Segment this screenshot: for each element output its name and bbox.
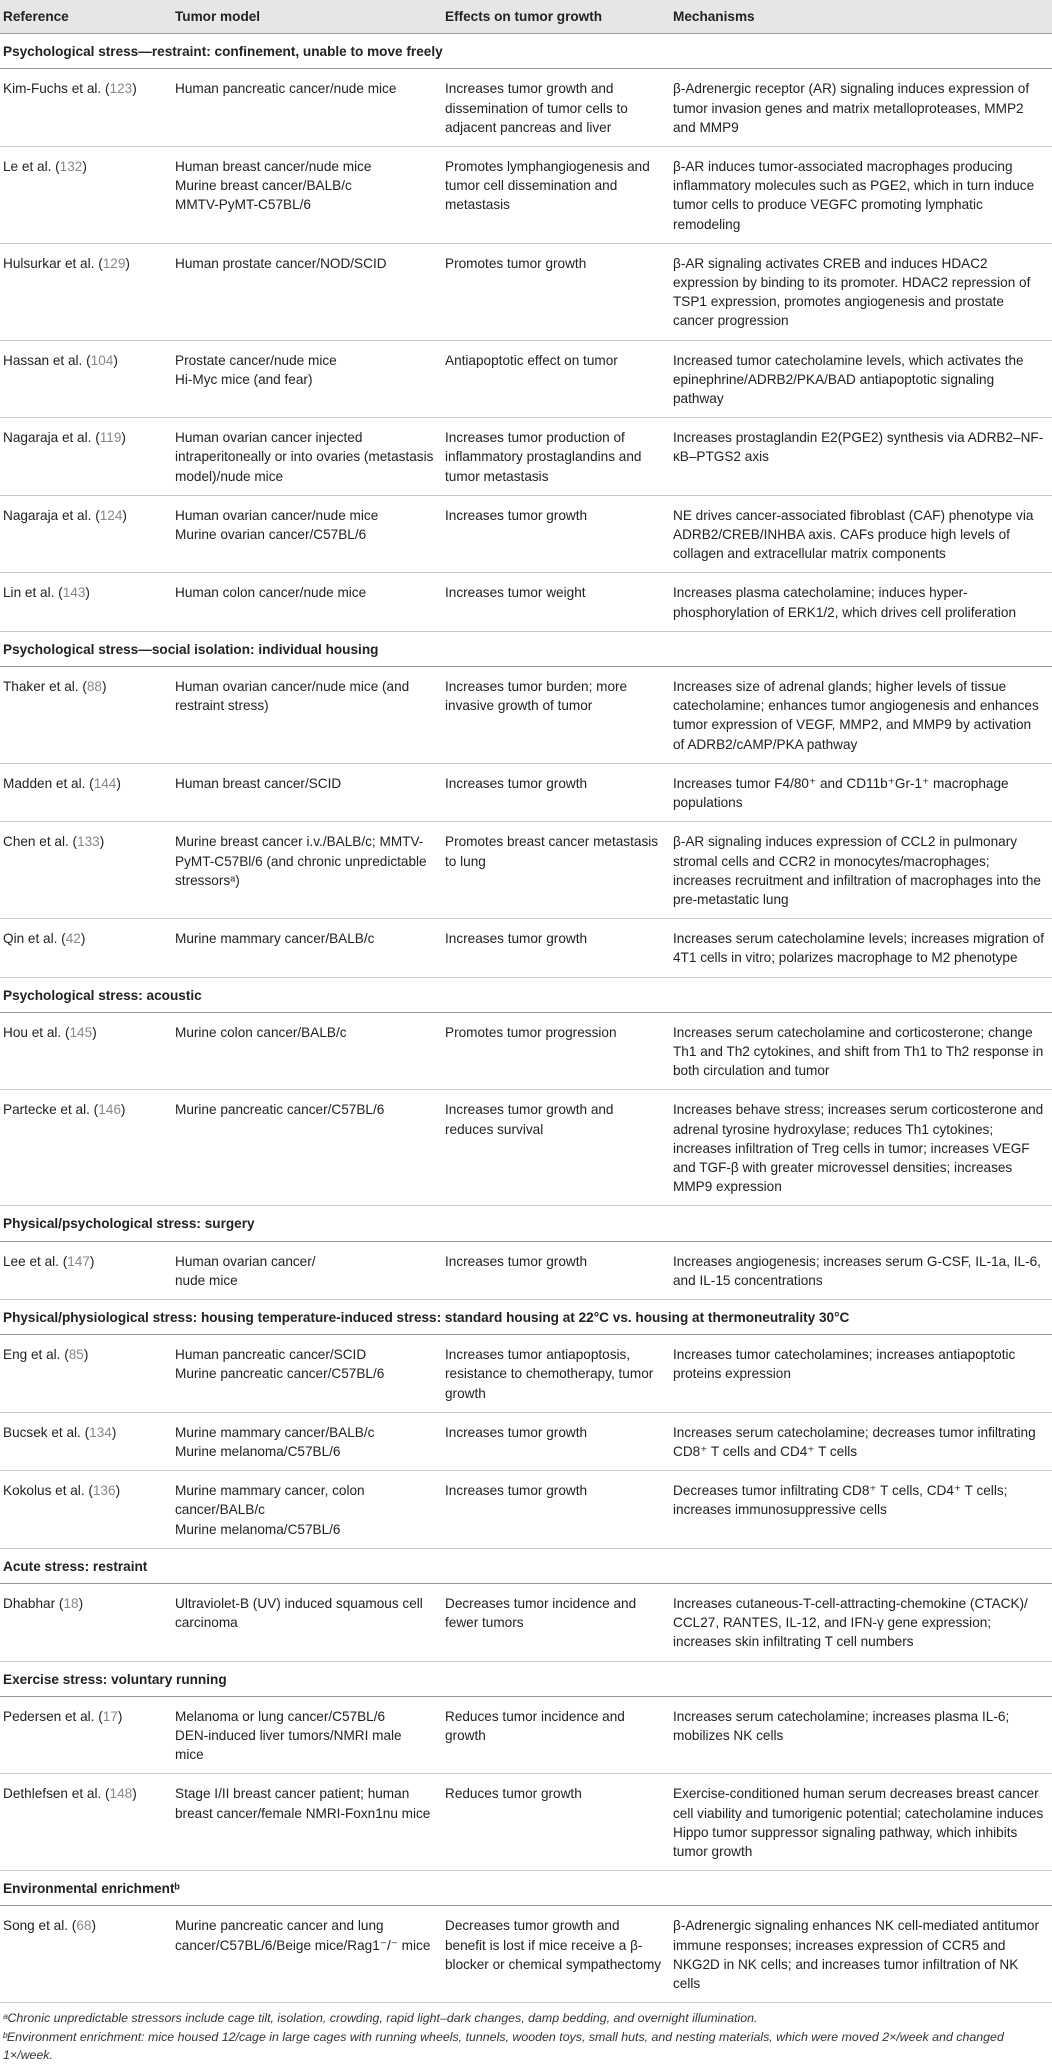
mechanism-cell: Increases size of adrenal glands; higher levels of tissue catecholamine; enhances tumor angiogenesis and enhances tumor expression of VEGF, MMP2, and MMP9 by activation of ADRB2/cAMP/PKA pathway: [670, 667, 1052, 764]
reference-cell: [0, 1906, 172, 2003]
reference-author: Le et al. (: [3, 159, 60, 175]
reference-cell: [0, 1696, 172, 1774]
reference-author: Kim-Fuchs et al. (: [3, 81, 110, 97]
mechanism-cell: β-Adrenergic signaling enhances NK cell-mediated antitumor immune responses; increases expression of CCR5 and NKG2D in NK cells; and increases tumor infiltration of NK cells: [670, 1906, 1052, 2003]
table-row: [0, 340, 1052, 418]
reference-close: ): [120, 1102, 126, 1118]
section-title: Psychological stress—restraint: confinement, unable to move freely: [0, 34, 1052, 69]
reference-close: ): [82, 159, 87, 175]
reference-close: ): [80, 931, 86, 947]
reference-close: ): [89, 1253, 95, 1269]
header-effects: Effects on tumor growth: [442, 0, 670, 34]
mechanism-cell: Increases serum catecholamine and corticosterone; change Th1 and Th2 cytokines, and shift from Th1 to Th2 response in both circulation and tumor: [670, 1012, 1052, 1090]
table-row: [0, 1335, 1052, 1413]
tumor-model-cell: Human breast cancer/nude mice Murine breast cancer/BALB/c MMTV-PyMT-C57BL/6: [172, 147, 442, 244]
tumor-model-cell: Murine mammary cancer/BALB/c: [172, 919, 442, 977]
mechanism-cell: Increases serum catecholamine; increases plasma IL-6; mobilizes NK cells: [670, 1696, 1052, 1774]
citation-number-link[interactable]: 133: [77, 834, 100, 850]
reference-author: Chen et al. (: [3, 834, 78, 850]
reference-close: ): [85, 585, 90, 601]
reference-cell: [0, 1774, 172, 1871]
table-row: [0, 919, 1052, 977]
reference-cell: [0, 763, 172, 821]
effect-cell: Promotes breast cancer metastasis to lung: [442, 822, 670, 919]
reference-author: Nagaraja et al. (: [3, 507, 100, 523]
citation-number-link[interactable]: 85: [68, 1347, 84, 1363]
reference-author: Madden et al. (: [3, 775, 94, 791]
citation-number-link[interactable]: 144: [93, 775, 117, 791]
tumor-model-cell: Ultraviolet-B (UV) induced squamous cell carcinoma: [172, 1583, 442, 1661]
section-title: Psychological stress: acoustic: [0, 977, 1052, 1012]
section-row: [0, 1206, 1052, 1241]
effect-cell: Reduces tumor incidence and growth: [442, 1696, 670, 1774]
section-title: Acute stress: restraint: [0, 1548, 1052, 1583]
reference-close: ): [115, 1483, 121, 1499]
effect-cell: Antiapoptotic effect on tumor: [442, 340, 670, 418]
mechanism-cell: Increases behave stress; increases serum corticosterone and adrenal tyrosine hydroxylase; reduces Th1 cytokines; increases infiltration of Treg cells in tumor; increases VEGF and TGF-β with greater microvessel densities; increases MMP9 expression: [670, 1090, 1052, 1206]
reference-author: Partecke et al. (: [3, 1102, 99, 1118]
table-row: [0, 1583, 1052, 1661]
section-title: Physical/physiological stress: housing temperature-induced stress: standard housing at 22°C vs. housing at thermoneutrality 30°C: [0, 1299, 1052, 1334]
table-row: [0, 495, 1052, 573]
footnote-a: ᵃChronic unpredictable stressors include cage tilt, isolation, crowding, rapid light–dark changes, damp bedding, and overnight illumination.: [3, 2011, 758, 2026]
citation-number-link[interactable]: 18: [63, 1595, 79, 1611]
mechanism-cell: Increases angiogenesis; increases serum G-CSF, IL-1a, IL-6, and IL-15 concentrations: [670, 1241, 1052, 1299]
table-row: [0, 1774, 1052, 1871]
reference-cell: [0, 69, 172, 147]
mechanism-cell: Increases tumor catecholamines; increases antiapoptotic proteins expression: [670, 1335, 1052, 1413]
reference-cell: [0, 147, 172, 244]
mechanism-cell: Increases cutaneous-T-cell-attracting-chemokine (CTACK)/ CCL27, RANTES, IL-12, and IFN-γ gene expression; increases skin infiltrating T cell numbers: [670, 1583, 1052, 1661]
effect-cell: Promotes tumor progression: [442, 1012, 670, 1090]
section-row: [0, 1871, 1052, 1906]
tumor-model-cell: Prostate cancer/nude mice Hi-Myc mice (and fear): [172, 340, 442, 418]
table-row: [0, 243, 1052, 340]
reference-author: Dethlefsen et al. (: [3, 1786, 110, 1802]
tumor-model-cell: Stage I/II breast cancer patient; human breast cancer/female NMRI-Foxn1nu mice: [172, 1774, 442, 1871]
reference-close: ): [99, 834, 105, 850]
header-tumor-model: Tumor model: [172, 0, 442, 34]
effect-cell: Increases tumor growth: [442, 495, 670, 573]
reference-close: ): [113, 352, 118, 368]
effect-cell: Increases tumor growth and reduces survival: [442, 1090, 670, 1206]
effect-cell: Increases tumor growth and dissemination of tumor cells to adjacent pancreas and liver: [442, 69, 670, 147]
reference-cell: [0, 243, 172, 340]
reference-cell: [0, 1335, 172, 1413]
mechanism-cell: Increases serum catecholamine; decreases tumor infiltrating CD8⁺ T cells and CD4⁺ T cells: [670, 1412, 1052, 1470]
section-row: [0, 1661, 1052, 1696]
tumor-model-cell: Human pancreatic cancer/SCID Murine pancreatic cancer/C57BL/6: [172, 1335, 442, 1413]
citation-number-link[interactable]: 104: [90, 352, 114, 368]
citation-number-link[interactable]: 119: [99, 430, 122, 446]
reference-author: Lee et al. (: [3, 1253, 68, 1269]
effect-cell: Reduces tumor growth: [442, 1774, 670, 1871]
tumor-model-cell: Human ovarian cancer/nude mice (and restraint stress): [172, 667, 442, 764]
table-row: [0, 1471, 1052, 1549]
section-row: [0, 1299, 1052, 1334]
reference-close: ): [92, 1024, 97, 1040]
reference-cell: [0, 1090, 172, 1206]
mechanism-cell: Increases tumor F4/80⁺ and CD11b⁺Gr-1⁺ macrophage populations: [670, 763, 1052, 821]
mechanism-cell: NE drives cancer-associated fibroblast (CAF) phenotype via ADRB2/CREB/INHBA axis. CAFs produce high levels of collagen and extracellular matrix components: [670, 495, 1052, 573]
footnotes: [0, 2003, 1052, 2064]
section-row: [0, 1548, 1052, 1583]
reference-close: ): [132, 1786, 137, 1802]
effect-cell: Increases tumor growth: [442, 1241, 670, 1299]
reference-cell: [0, 1412, 172, 1470]
reference-author: Nagaraja et al. (: [3, 430, 100, 446]
effect-cell: Increases tumor growth: [442, 763, 670, 821]
section-row: [0, 34, 1052, 69]
reference-cell: [0, 340, 172, 418]
table-row: [0, 69, 1052, 147]
reference-cell: [0, 1012, 172, 1090]
reference-author: Thaker et al. (: [3, 679, 87, 695]
mechanism-cell: Increases prostaglandin E2(PGE2) synthesis via ADRB2–NF-κB–PTGS2 axis: [670, 418, 1052, 496]
reference-cell: [0, 418, 172, 496]
tumor-model-cell: Murine mammary cancer/BALB/c Murine melanoma/C57BL/6: [172, 1412, 442, 1470]
reference-cell: [0, 822, 172, 919]
tumor-model-cell: Murine breast cancer i.v./BALB/c; MMTV-PyMT-C57Bl/6 (and chronic unpredictable stressorsᵃ): [172, 822, 442, 919]
reference-author: Dhabhar (: [3, 1595, 64, 1611]
effect-cell: Increases tumor antiapoptosis, resistance to chemotherapy, tumor growth: [442, 1335, 670, 1413]
citation-number-link[interactable]: 145: [69, 1024, 93, 1040]
tumor-model-cell: Murine mammary cancer, colon cancer/BALB/c Murine melanoma/C57BL/6: [172, 1471, 442, 1549]
tumor-model-cell: Human ovarian cancer/ nude mice: [172, 1241, 442, 1299]
effect-cell: Promotes lymphangiogenesis and tumor cell dissemination and metastasis: [442, 147, 670, 244]
mechanism-cell: Increased tumor catecholamine levels, which activates the epinephrine/ADRB2/PKA/BAD antiapoptotic signaling pathway: [670, 340, 1052, 418]
effect-cell: Increases tumor weight: [442, 573, 670, 631]
reference-close: ): [122, 507, 127, 523]
mechanism-cell: Increases serum catecholamine levels; increases migration of 4T1 cells in vitro; polarizes macrophage to M2 phenotype: [670, 919, 1052, 977]
reference-cell: [0, 495, 172, 573]
reference-author: Pedersen et al. (: [3, 1708, 103, 1724]
section-title: Physical/psychological stress: surgery: [0, 1206, 1052, 1241]
effect-cell: Increases tumor growth: [442, 1471, 670, 1549]
reference-author: Song et al. (: [3, 1918, 77, 1934]
effect-cell: Increases tumor growth: [442, 1412, 670, 1470]
reference-cell: [0, 573, 172, 631]
table-row: [0, 147, 1052, 244]
table-header: [0, 0, 1052, 34]
reference-author: Hassan et al. (: [3, 352, 91, 368]
table-row: [0, 667, 1052, 764]
tumor-model-cell: Murine pancreatic cancer and lung cancer/C57BL/6/Beige mice/Rag1⁻/⁻ mice: [172, 1906, 442, 2003]
mechanism-cell: Decreases tumor infiltrating CD8⁺ T cells, CD4⁺ T cells; increases immunosuppressive cells: [670, 1471, 1052, 1549]
effect-cell: Increases tumor burden; more invasive growth of tumor: [442, 667, 670, 764]
tumor-model-cell: Murine pancreatic cancer/C57BL/6: [172, 1090, 442, 1206]
citation-number-link[interactable]: 129: [102, 255, 126, 271]
table-row: [0, 1090, 1052, 1206]
mechanism-cell: β-Adrenergic receptor (AR) signaling induces expression of tumor invasion genes and matrix metalloproteases, MMP2 and MMP9: [670, 69, 1052, 147]
reference-cell: [0, 667, 172, 764]
reference-close: ): [101, 679, 107, 695]
tumor-model-cell: Murine colon cancer/BALB/c: [172, 1012, 442, 1090]
reference-close: ): [116, 775, 121, 791]
citation-number-link[interactable]: 123: [109, 81, 133, 97]
reference-author: Lin et al. (: [3, 585, 63, 601]
reference-close: ): [83, 1347, 89, 1363]
reference-close: ): [78, 1595, 84, 1611]
effect-cell: Increases tumor production of inflammatory prostaglandins and tumor metastasis: [442, 418, 670, 496]
tumor-model-cell: Human pancreatic cancer/nude mice: [172, 69, 442, 147]
tumor-model-cell: Human breast cancer/SCID: [172, 763, 442, 821]
reference-author: Hou et al. (: [3, 1024, 70, 1040]
citation-number-link[interactable]: 132: [59, 159, 83, 175]
reference-cell: [0, 919, 172, 977]
citation-number-link[interactable]: 17: [102, 1708, 118, 1724]
tumor-model-cell: Human colon cancer/nude mice: [172, 573, 442, 631]
reference-author: Eng et al. (: [3, 1347, 69, 1363]
table-row: [0, 573, 1052, 631]
citation-number-link[interactable]: 136: [92, 1483, 116, 1499]
effect-cell: Decreases tumor incidence and fewer tumors: [442, 1583, 670, 1661]
mechanism-cell: β-AR signaling induces expression of CCL2 in pulmonary stromal cells and CCR2 in monocytes/macrophages; increases recruitment and infiltration of macrophages into the pre-metastatic lung: [670, 822, 1052, 919]
mechanism-cell: β-AR signaling activates CREB and induces HDAC2 expression by binding to its promoter. HDAC2 repression of TSP1 expression, promotes angiogenesis and prostate cancer progression: [670, 243, 1052, 340]
mechanism-cell: β-AR induces tumor-associated macrophages producing inflammatory molecules such as PGE2, which in turn induce tumor cells to produce VEGFC promoting lymphatic remodeling: [670, 147, 1052, 244]
citation-number-link[interactable]: 124: [99, 507, 123, 523]
table-row: [0, 763, 1052, 821]
reference-cell: [0, 1241, 172, 1299]
mechanism-cell: Increases plasma catecholamine; induces hyper-phosphorylation of ERK1/2, which drives cell proliferation: [670, 573, 1052, 631]
reference-close: ): [121, 430, 126, 446]
table-row: [0, 1241, 1052, 1299]
reference-close: ): [111, 1424, 117, 1440]
header-row: [0, 0, 1052, 34]
effect-cell: Decreases tumor growth and benefit is lost if mice receive a β-blocker or chemical sympathectomy: [442, 1906, 670, 2003]
citation-number-link[interactable]: 148: [109, 1786, 133, 1802]
reference-close: ): [132, 81, 137, 97]
reference-author: Kokolus et al. (: [3, 1483, 93, 1499]
section-row: [0, 631, 1052, 666]
reference-cell: [0, 1471, 172, 1549]
mechanism-cell: Exercise-conditioned human serum decreases breast cancer cell viability and tumorigenic potential; catecholamine induces Hippo tumor suppressor signaling pathway, which inhibits tumor growth: [670, 1774, 1052, 1871]
citation-number-link[interactable]: 147: [67, 1253, 90, 1269]
tumor-model-cell: Melanoma or lung cancer/C57BL/6 DEN-induced liver tumors/NMRI male mice: [172, 1696, 442, 1774]
table-row: [0, 822, 1052, 919]
citation-number-link[interactable]: 68: [76, 1918, 92, 1934]
reference-close: ): [117, 1708, 123, 1724]
reference-author: Qin et al. (: [3, 931, 66, 947]
table-row: [0, 1696, 1052, 1774]
reference-cell: [0, 1583, 172, 1661]
reference-author: Bucsek et al. (: [3, 1424, 90, 1440]
section-row: [0, 977, 1052, 1012]
reference-close: ): [125, 255, 130, 271]
table-row: [0, 418, 1052, 496]
section-title: Exercise stress: voluntary running: [0, 1661, 1052, 1696]
effect-cell: Promotes tumor growth: [442, 243, 670, 340]
tumor-model-cell: Human ovarian cancer injected intraperitoneally or into ovaries (metastasis model)/nude mice: [172, 418, 442, 496]
section-title: Environmental enrichmentᵇ: [0, 1871, 1052, 1906]
section-title: Psychological stress—social isolation: individual housing: [0, 631, 1052, 666]
footnote-b: ᵇEnvironment enrichment: mice housed 12/cage in large cages with running wheels, tunnels, wooden toys, small huts, and nesting materials, which were moved 2×/week and changed 1×/week.: [3, 2030, 1004, 2063]
citation-number-link[interactable]: 146: [98, 1102, 121, 1118]
header-reference: Reference: [0, 0, 172, 34]
table-row: [0, 1906, 1052, 2003]
tumor-model-cell: Human prostate cancer/NOD/SCID: [172, 243, 442, 340]
citation-number-link[interactable]: 143: [62, 585, 86, 601]
citation-number-link[interactable]: 134: [89, 1424, 112, 1440]
table-body: [0, 34, 1052, 2003]
effect-cell: Increases tumor growth: [442, 919, 670, 977]
table-row: [0, 1412, 1052, 1470]
reference-author: Hulsurkar et al. (: [3, 255, 103, 271]
reference-close: ): [91, 1918, 96, 1934]
tumor-model-cell: Human ovarian cancer/nude mice Murine ovarian cancer/C57BL/6: [172, 495, 442, 573]
table-row: [0, 1012, 1052, 1090]
header-mechanisms: Mechanisms: [670, 0, 1052, 34]
citation-number-link[interactable]: 88: [86, 679, 102, 695]
citation-number-link[interactable]: 42: [65, 931, 81, 947]
